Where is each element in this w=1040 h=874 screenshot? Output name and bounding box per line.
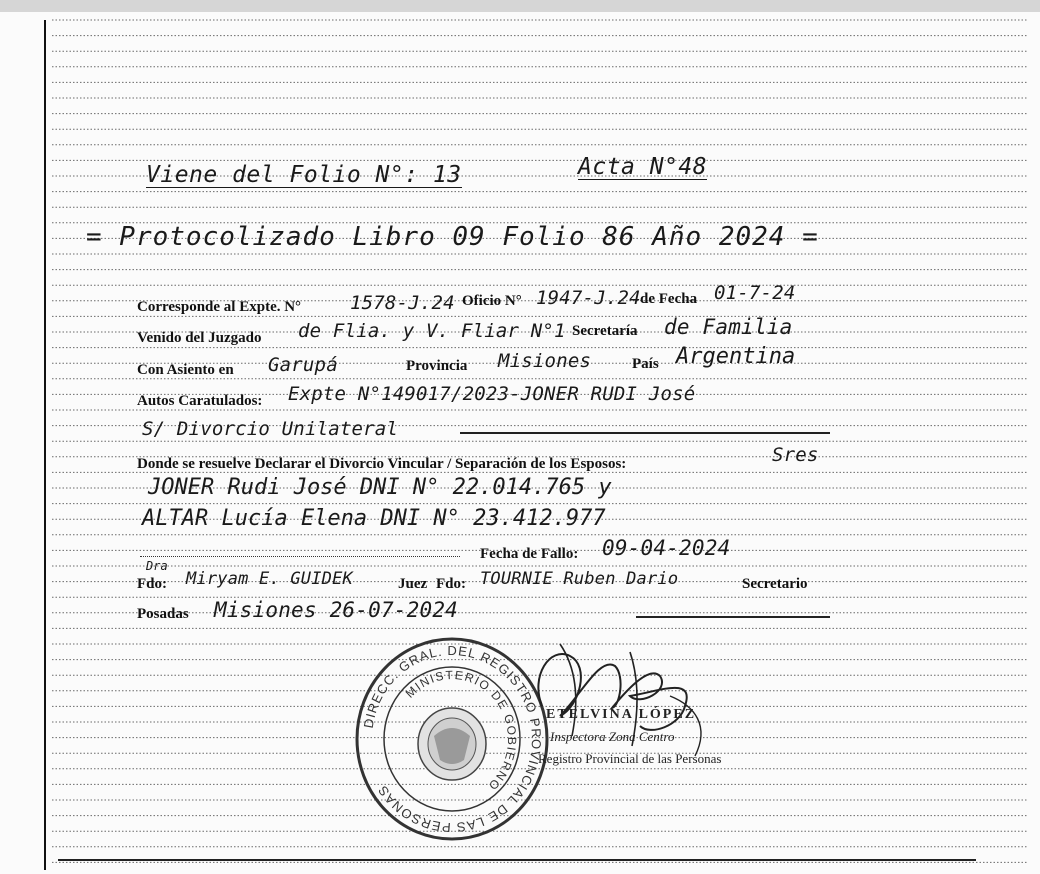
- value-autos-2: S/ Divorcio Unilateral: [142, 418, 399, 440]
- value-secretaria: de Familia: [664, 315, 793, 339]
- label-juez: Juez: [398, 576, 428, 592]
- label-secretario: Secretario: [742, 576, 808, 592]
- label-secretaria: Secretaría: [572, 323, 638, 339]
- value-esposos-prefix: Sres: [772, 444, 819, 466]
- label-oficio: Oficio N°: [462, 293, 522, 309]
- value-asiento: Garupá: [268, 354, 338, 376]
- value-autos-1: Expte N°149017/2023-JONER RUDI José: [288, 383, 696, 405]
- label-provincia: Provincia: [406, 358, 468, 374]
- value-posadas: Misiones 26-07-2024: [214, 598, 459, 622]
- value-dra: Dra: [146, 559, 168, 573]
- bottom-rule: [58, 859, 976, 861]
- signatory-office: Registro Provincial de las Personas: [538, 751, 722, 766]
- left-margin-line: [44, 20, 46, 870]
- label-resuelve: Donde se resuelve Declarar el Divorcio Vincular / Separación de los Esposos:: [137, 456, 627, 472]
- label-juzgado: Venido del Juzgado: [137, 330, 262, 346]
- value-expte: 1578-J.24: [350, 292, 455, 314]
- signatory-name: ETELVINA LÓPEZ: [546, 707, 697, 722]
- label-pais: País: [632, 356, 659, 372]
- label-expte: Corresponde al Expte. N°: [137, 299, 302, 315]
- scan-top-edge: [0, 0, 1040, 12]
- value-provincia: Misiones: [498, 350, 592, 372]
- value-oficio: 1947-J.24: [536, 287, 641, 309]
- acta-number: Acta N°48: [578, 154, 708, 180]
- stamp-outer-text: DIRECC. GRAL. DEL REGISTRO PROVINCIAL DE LAS PERSONAS: [360, 642, 545, 836]
- protocolizado-line: = Protocolizado Libro 09 Folio 86 Año 2024 =: [86, 222, 819, 252]
- value-pais: Argentina: [676, 344, 796, 369]
- value-juez: Miryam E. GUIDEK: [186, 569, 353, 589]
- label-fecha: de Fecha: [640, 291, 698, 307]
- value-fecha: 01-7-24: [714, 282, 796, 304]
- value-secretario: TOURNIE Ruben Dario: [480, 569, 679, 589]
- label-posadas: Posadas: [137, 606, 189, 622]
- stamp-inner-text: MINISTERIO DE GOBIERNO: [402, 667, 520, 794]
- label-fdo-2: Fdo:: [436, 576, 466, 592]
- value-esposo-2: ALTAR Lucía Elena DNI N° 23.412.977: [142, 506, 606, 531]
- label-asiento: Con Asiento en: [137, 362, 234, 378]
- label-fallo: Fecha de Fallo:: [480, 546, 579, 562]
- autos-fill-line: [460, 432, 830, 434]
- posadas-fill-line: [636, 616, 830, 618]
- fallo-dotted-line: [140, 556, 460, 557]
- viene-del-folio: Viene del Folio N°: 13: [146, 162, 462, 188]
- value-juzgado: de Flia. y V. Fliar N°1: [298, 320, 566, 342]
- value-fallo: 09-04-2024: [602, 536, 731, 560]
- label-fdo-1: Fdo:: [137, 576, 167, 592]
- signatory-role: Inspectora Zona Centro: [550, 729, 675, 744]
- label-autos: Autos Caratulados:: [137, 393, 263, 409]
- value-esposo-1: JONER Rudi José DNI N° 22.014.765 y: [148, 475, 612, 500]
